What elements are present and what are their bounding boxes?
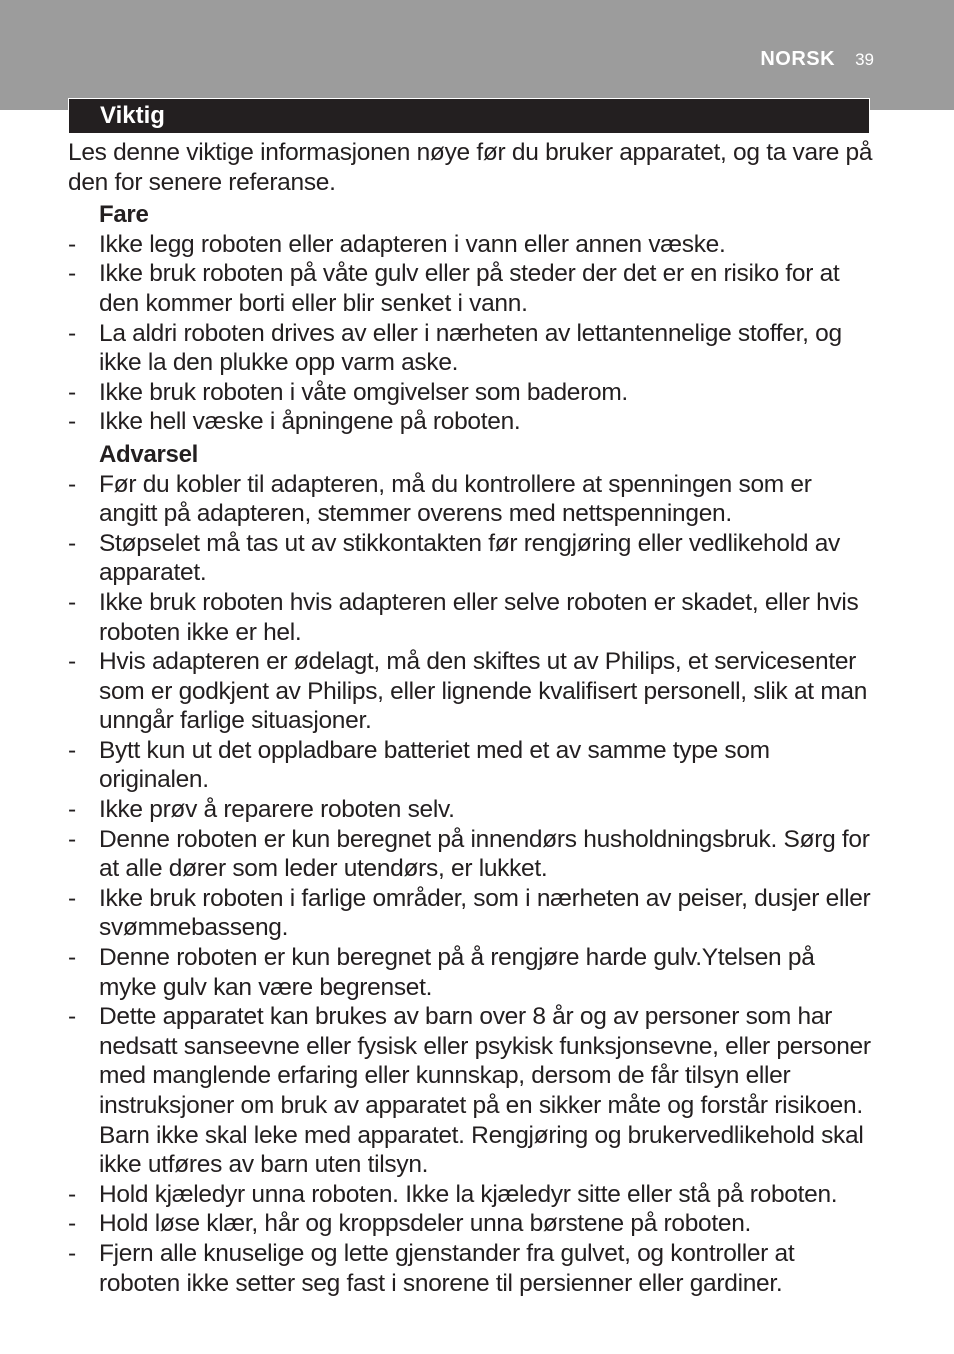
- bullet-dash: -: [68, 1210, 76, 1238]
- list-item: [68, 1209, 874, 1239]
- list-item-text: Denne roboten er kun beregnet på å rengjøre harde gulv.Ytelsen på myke gulv kan være begrenset.: [99, 944, 815, 1001]
- list-item-text: Ikke hell væske i åpningene på roboten.: [99, 408, 521, 436]
- list-item-text: Før du kobler til adapteren, må du kontrollere at spenningen som er angitt på adapteren, stemmer overens med nettspenningen.: [99, 470, 812, 528]
- page-number: 39: [855, 50, 874, 69]
- bullet-dash: -: [68, 408, 76, 436]
- list-item: [68, 1180, 874, 1210]
- bullet-dash: -: [68, 944, 76, 972]
- language-label: NORSK: [760, 48, 836, 70]
- list-item-text: Ikke bruk roboten hvis adapteren eller selve roboten er skadet, eller hvis roboten ikke er hel.: [99, 588, 859, 646]
- list-item: [68, 259, 874, 318]
- bullet-dash: -: [68, 319, 76, 347]
- list-item: [68, 319, 874, 378]
- list-item: [68, 825, 874, 884]
- list-item: [68, 647, 874, 736]
- page-header: [760, 48, 874, 71]
- document-body: [68, 138, 874, 1298]
- list-item-text: La aldri roboten drives av eller i nærheten av lettantennelige stoffer, og ikke la den plukke opp varm aske.: [99, 319, 842, 377]
- list-item-text: Ikke prøv å reparere roboten selv.: [99, 796, 455, 824]
- bullet-dash: -: [68, 588, 76, 616]
- list-item-text: Hold løse klær, hår og kroppsdeler unna børstene på roboten.: [99, 1210, 752, 1238]
- advarsel-heading: Advarsel: [99, 440, 198, 468]
- list-item-text: Fjern alle knuselige og lette gjenstander fra gulvet, og kontroller at roboten ikke setter seg fast i snorene til persienner eller gardiner.: [99, 1239, 795, 1297]
- list-item: [68, 378, 874, 408]
- bullet-dash: -: [68, 260, 76, 288]
- bullet-dash: -: [68, 1239, 76, 1267]
- list-item-text: Ikke legg roboten eller adapteren i vann eller annen væske.: [99, 230, 726, 258]
- bullet-dash: -: [68, 736, 76, 764]
- list-item: [68, 943, 874, 1002]
- list-item: [68, 407, 874, 437]
- bullet-dash: -: [68, 230, 76, 258]
- list-item: [68, 795, 874, 825]
- section-title: Viktig: [100, 102, 165, 129]
- list-item: [68, 1239, 874, 1298]
- bullet-dash: -: [68, 648, 76, 676]
- list-item-text: Denne roboten er kun beregnet på innendørs husholdningsbruk. Sørg for at alle dører som leder utendørs, er lukket.: [99, 825, 870, 883]
- section-title-bar: [68, 98, 870, 134]
- bullet-dash: -: [68, 825, 76, 853]
- list-item: [68, 884, 874, 943]
- list-item-text: Ikke bruk roboten i våte omgivelser som baderom.: [99, 378, 628, 406]
- list-item-text: Støpselet må tas ut av stikkontakten før rengjøring eller vedlikehold av apparatet.: [99, 529, 840, 587]
- list-item-text: Hvis adapteren er ødelagt, må den skiftes ut av Philips, et servicesenter som er godkjent av Philips, eller lignende kvalifisert personell, slik at man unngår farlige situasjoner.: [99, 648, 868, 735]
- fare-heading: Fare: [99, 201, 149, 229]
- list-item-text: Dette apparatet kan brukes av barn over 8 år og av personer som har nedsatt sanseevne eller fysisk eller psykisk funksjonsevne, eller personer med manglende erfaring eller kunnskap, dersom de får tilsyn eller instruksjoner om bruk av apparatet på en sikker måte og forstår risikoen. Barn ikke skal leke med apparatet. Rengjøring og brukervedlikehold skal ikke utføres av barn uten tilsyn.: [99, 1003, 871, 1179]
- list-item-text: Ikke bruk roboten på våte gulv eller på steder der det er en risiko for at den kommer borti eller blir senket i vann.: [99, 260, 840, 317]
- fare-list: [68, 230, 874, 437]
- intro-paragraph: Les denne viktige informasjonen nøye før du bruker apparatet, og ta vare på den for senere referanse.: [68, 139, 873, 196]
- bullet-dash: -: [68, 796, 76, 824]
- list-item: [68, 470, 874, 529]
- list-item: [68, 230, 874, 260]
- list-item-text: Hold kjæledyr unna roboten. Ikke la kjæledyr sitte eller stå på roboten.: [99, 1180, 838, 1208]
- bullet-dash: -: [68, 1180, 76, 1208]
- list-item: [68, 529, 874, 588]
- bullet-dash: -: [68, 470, 76, 498]
- header-band: [0, 0, 954, 110]
- list-item: [68, 736, 874, 795]
- list-item: [68, 1002, 874, 1180]
- list-item-text: Bytt kun ut det oppladbare batteriet med et av samme type som originalen.: [99, 736, 770, 794]
- bullet-dash: -: [68, 1003, 76, 1031]
- bullet-dash: -: [68, 884, 76, 912]
- advarsel-list: [68, 470, 874, 1299]
- bullet-dash: -: [68, 378, 76, 406]
- list-item: [68, 588, 874, 647]
- bullet-dash: -: [68, 529, 76, 557]
- list-item-text: Ikke bruk roboten i farlige områder, som i nærheten av peiser, dusjer eller svømmebasseng.: [99, 884, 871, 942]
